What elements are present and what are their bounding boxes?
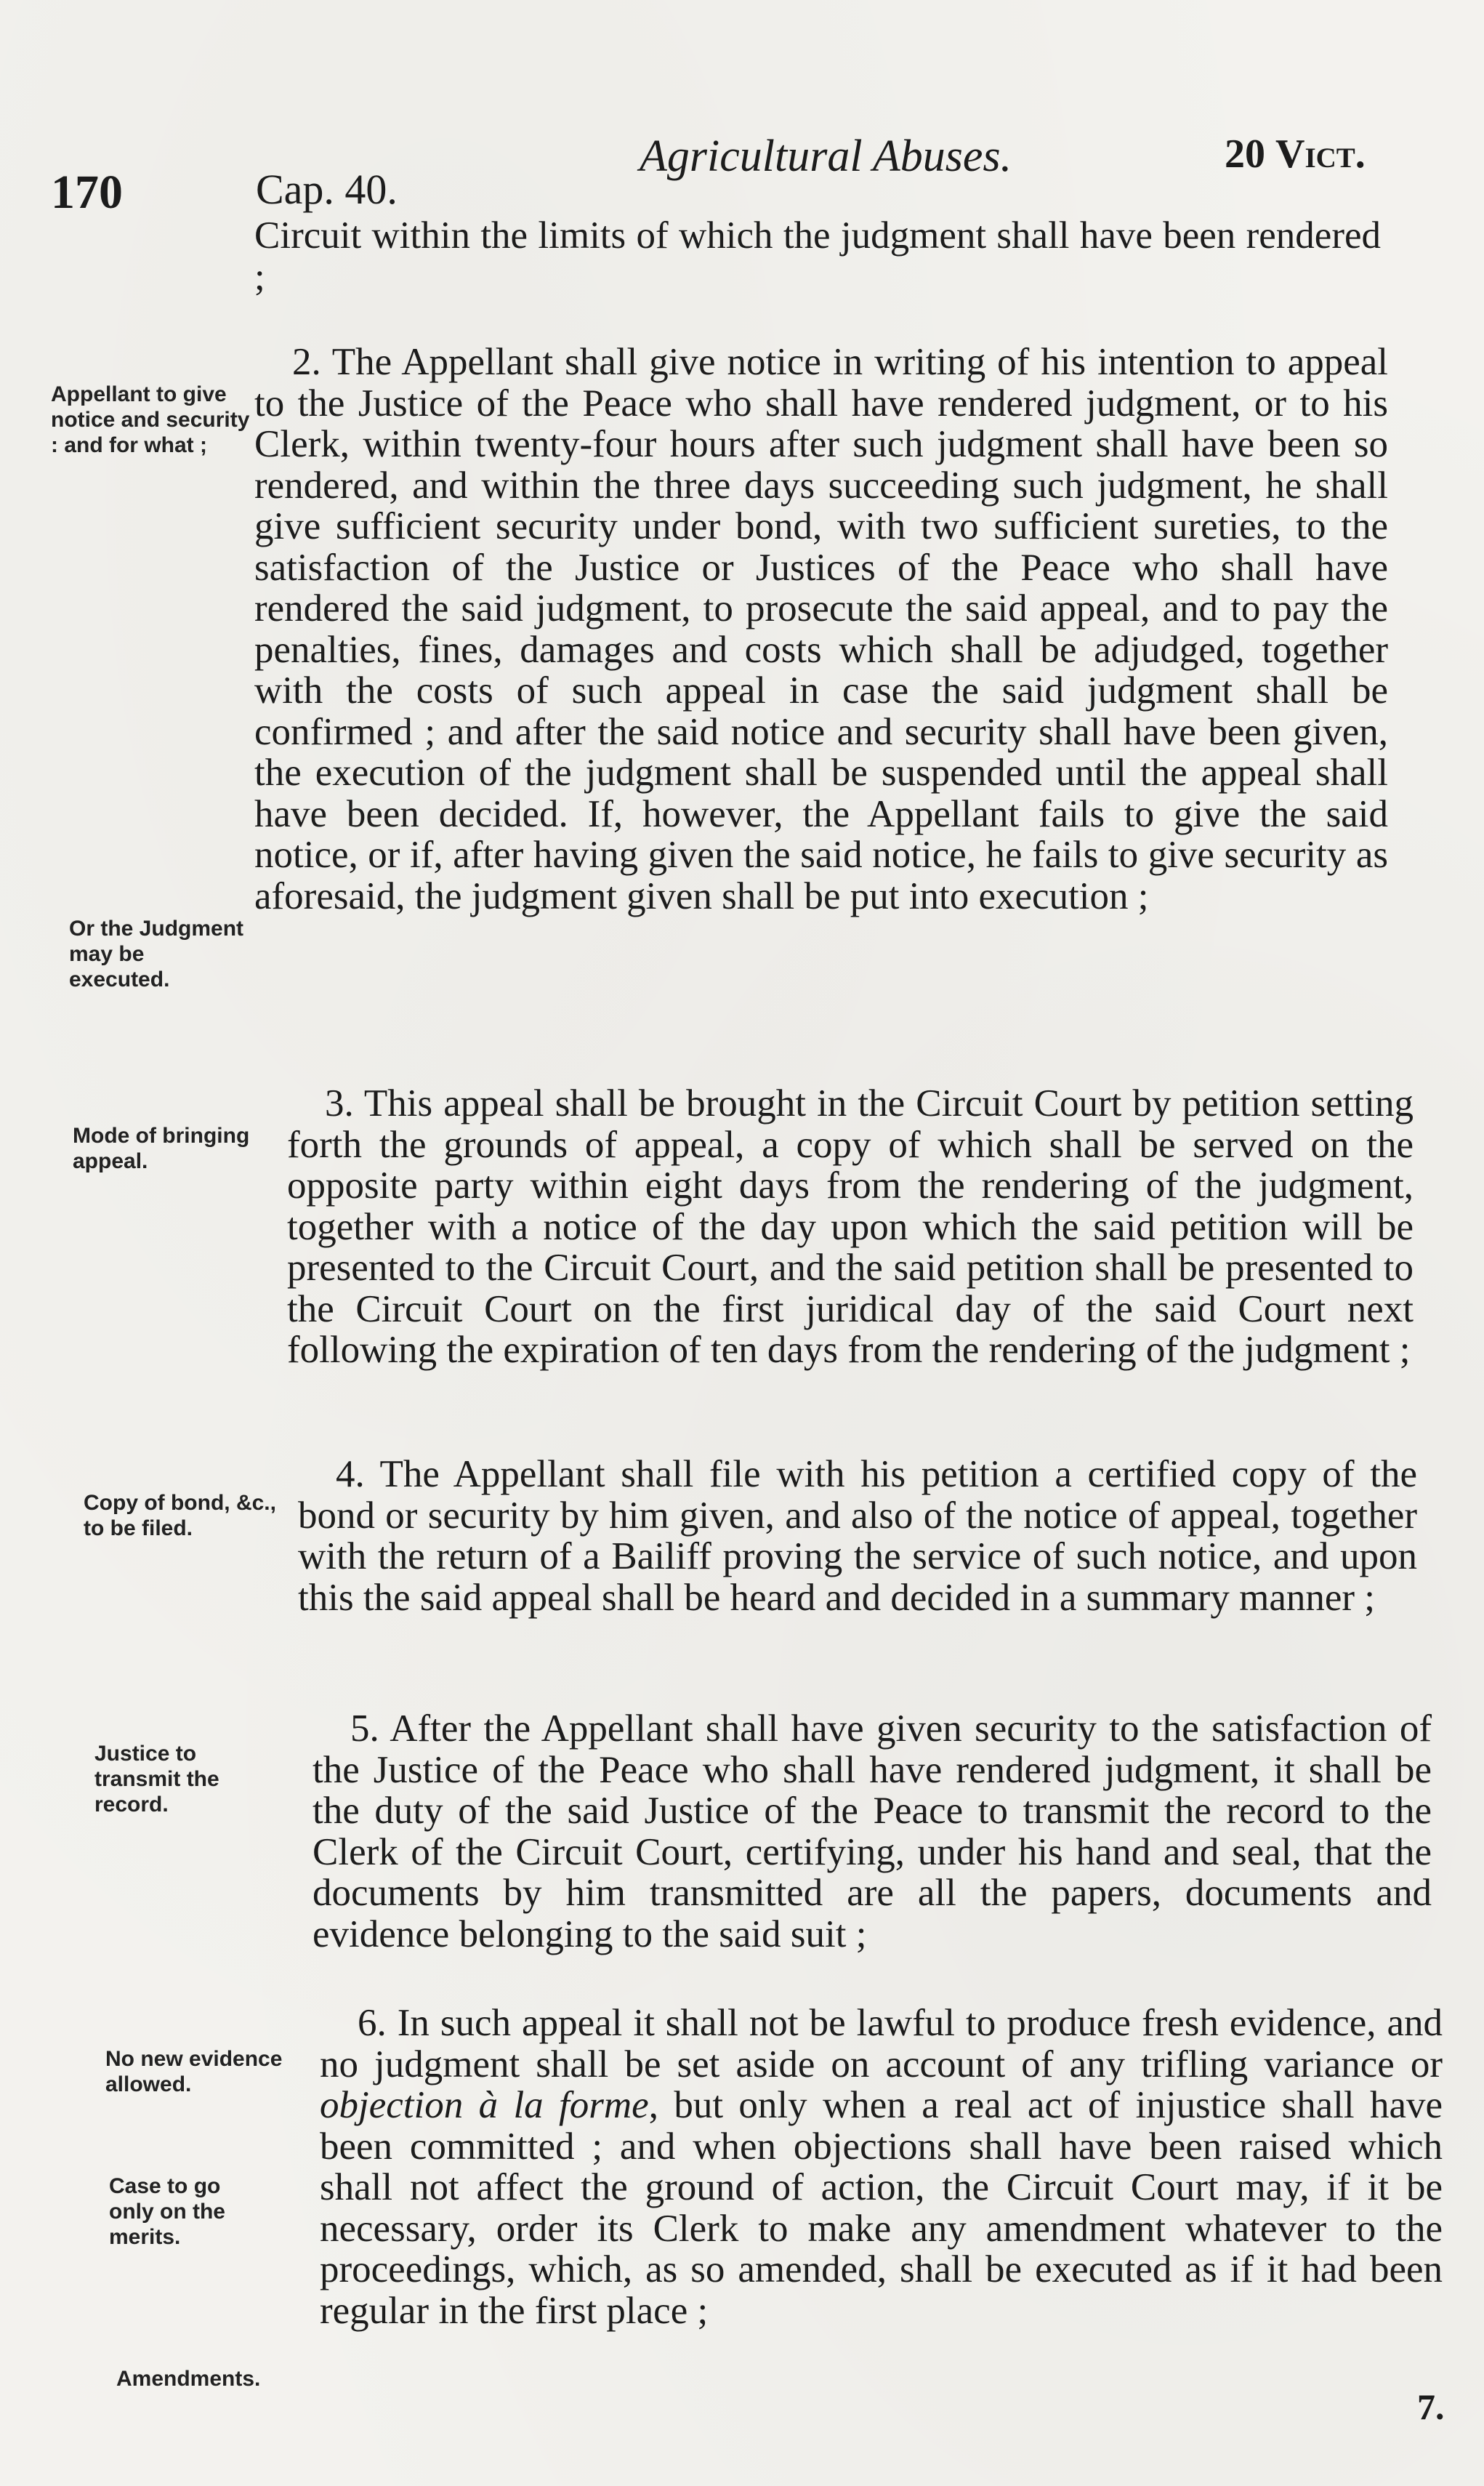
paragraph-continuation: Circuit within the limits of which the judgment shall have been rendered ; [254,214,1381,298]
running-title: Agricultural Abuses. [640,132,1012,181]
side-note-copy-of-bond: Copy of bond, &c., to be filed. [84,1491,276,1540]
regnal-year-number: 20 [1225,132,1265,177]
section-6-italic-phrase: objection à la forme [320,2084,649,2126]
paragraph-section-3: 3. This appeal shall be brought in the Circuit Court by petition setting forth the grounds of appeal, a copy of which shall be served on the opposite party within eight days from the rendering of the judgment, together with a notice of the day upon which the said petition will be presented to the Circuit Court, and the said petition shall be presented to the Circuit Court on the first juridical day of the said Court next following the expiration of ten days from the rendering of the judgment ; [287,1082,1414,1371]
catchword: 7. [1417,2386,1445,2427]
section-6-text-end: , but only when a real act of injustice shall have been committed ; and when objections shall have been raised which shall not affect the ground of action, the Circuit Court may, if it be necessary, order its Clerk to make any amendment whatever to the proceedings, which, as so amended, shall be executed as if it had been regular in the first place ; [320,2084,1443,2332]
section-6-text-start: 6. In such appeal it shall not be lawful to produce fresh evidence, and no judgment shall be set aside on account of any trifling variance or [320,2002,1443,2085]
paragraph-section-4: 4. The Appellant shall file with his petition a certified copy of the bond or security by him given, and also of the notice of appeal, together with the return of a Bailiff proving the service of such notice, and upon this the said appeal shall be heard and decided in a summary manner ; [298,1453,1417,1619]
side-note-judgment-executed: Or the Judgment may be executed. [69,917,244,991]
paragraph-section-6 [320,2003,1443,2331]
side-note-transmit-record: Justice to transmit the record. [94,1742,219,1817]
paragraph-section-5: 5. After the Appellant shall have given security to the satisfaction of the Justice of the Peace who shall have rendered judgment, it shall be the duty of the said Justice of the Peace to transmit the record to the Clerk of the Circuit Court, certifying, under his hand and seal, that the documents by him transmitted are all the papers, documents and evidence belonging to the said suit ; [312,1707,1432,1955]
page-number: 170 [51,166,123,219]
side-note-no-new-evidence: No new evidence allowed. [105,2047,283,2096]
side-note-amendments: Amendments. [116,2367,261,2391]
regnal-year [1225,132,1366,177]
paragraph-section-2: 2. The Appellant shall give notice in writing of his intention to appeal to the Justice of the Peace who shall have rendered judgment, or to his Clerk, within twenty-four hours after such judgment shall have been so rendered, and within the three days succeeding such judgment, he shall give sufficient security under bond, with two sufficient sureties, to the satisfaction of the Justice or Justices of the Peace who shall have rendered the said judgment, to prosecute the said appeal, and to pay the penalties, fines, damages and costs which shall be adjudged, together with the costs of such appeal in case the said judgment shall be confirmed ; and after the said notice and security shall have been given, the execution of the judgment shall be suspended until the appeal shall have been decided. If, however, the Appellant fails to give the said notice, or if, after having given the said notice, he fails to give security as aforesaid, the judgment given shall be put into execution ; [254,341,1388,917]
chapter-label: Cap. 40. [256,166,398,213]
regnal-year-monarch: Vict. [1275,132,1366,177]
side-note-notice-security: Appellant to give notice and security : and for what ; [51,382,250,457]
side-note-merits: Case to go only on the merits. [109,2174,225,2249]
side-note-mode-of-appeal: Mode of bringing appeal. [73,1124,250,1173]
